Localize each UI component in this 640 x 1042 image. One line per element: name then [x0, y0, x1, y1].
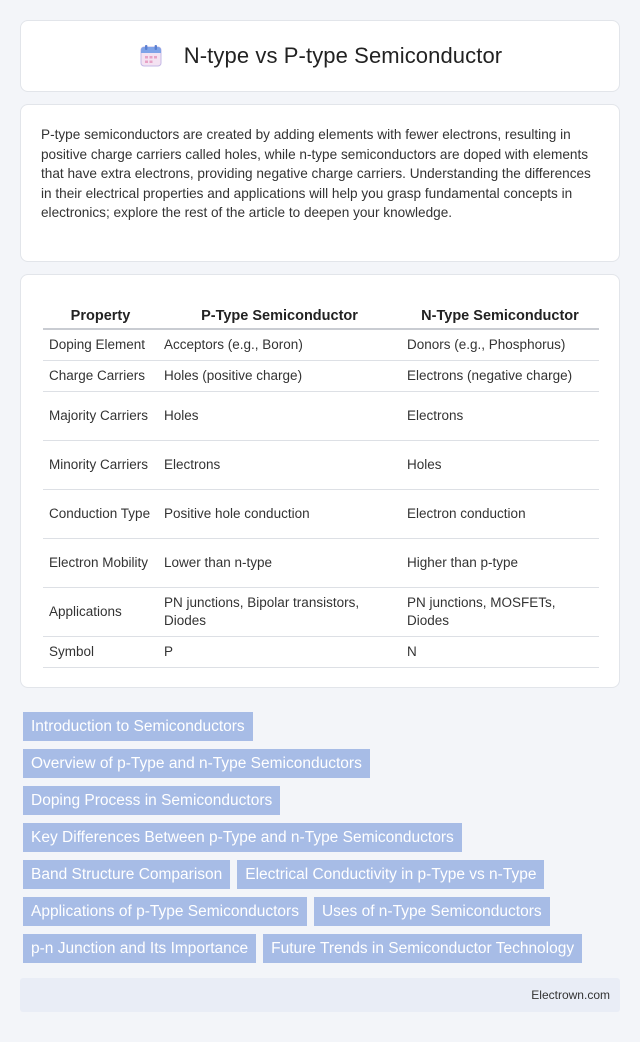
table-cell: Electrons — [158, 440, 401, 489]
tag-row — [23, 860, 623, 897]
header-property: Property — [43, 303, 158, 329]
header-n-type: N-Type Semiconductor — [401, 303, 599, 329]
table-cell: Higher than p-type — [401, 538, 599, 587]
tag-link[interactable]: Overview of p-Type and n-Type Semiconductors — [23, 749, 370, 778]
table-cell: Electrons (negative charge) — [401, 360, 599, 391]
table-cell: Doping Element — [43, 329, 158, 360]
table-row — [43, 489, 599, 538]
table-cell: Lower than n-type — [158, 538, 401, 587]
tag-link[interactable]: Key Differences Between p-Type and n-Type Semiconductors — [23, 823, 462, 852]
tag-link[interactable]: Uses of n-Type Semiconductors — [314, 897, 550, 926]
topic-tags — [23, 712, 623, 971]
table-cell: N — [401, 636, 599, 667]
table-cell: PN junctions, Bipolar transistors, Diodes — [158, 587, 401, 636]
table-cell: PN junctions, MOSFETs, Diodes — [401, 587, 599, 636]
page-title: N-type vs P-type Semiconductor — [183, 43, 503, 68]
table-cell: Positive hole conduction — [158, 489, 401, 538]
tag-link[interactable]: p-n Junction and Its Importance — [23, 934, 256, 963]
tag-link[interactable]: Doping Process in Semiconductors — [23, 786, 280, 815]
table-cell: Applications — [43, 587, 158, 636]
comparison-card — [20, 274, 620, 688]
comparison-table — [43, 303, 599, 668]
tag-row — [23, 823, 623, 860]
title-card — [20, 20, 620, 92]
tag-link[interactable]: Applications of p-Type Semiconductors — [23, 897, 307, 926]
footer-site-link[interactable]: Electrown.com — [531, 988, 610, 1002]
table-cell: Holes (positive charge) — [158, 360, 401, 391]
tag-link[interactable]: Future Trends in Semiconductor Technology — [263, 934, 582, 963]
table-cell: Holes — [401, 440, 599, 489]
table-row — [43, 360, 599, 391]
calendar-icon — [138, 43, 164, 69]
table-row — [43, 538, 599, 587]
tag-row — [23, 934, 623, 971]
tag-link[interactable]: Band Structure Comparison — [23, 860, 230, 889]
tag-row — [23, 786, 623, 823]
table-cell: Donors (e.g., Phosphorus) — [401, 329, 599, 360]
tag-link[interactable]: Introduction to Semiconductors — [23, 712, 253, 741]
table-cell: Acceptors (e.g., Boron) — [158, 329, 401, 360]
table-row — [43, 587, 599, 636]
table-cell: Conduction Type — [43, 489, 158, 538]
table-cell: Electrons — [401, 391, 599, 440]
table-cell: P — [158, 636, 401, 667]
intro-paragraph: P-type semiconductors are created by adding elements with fewer electrons, resulting in positive charge carriers called holes, while n-type semiconductors are doped with elements that have extra electrons, providing negative charge carriers. Understanding the differences in their electrical properties and applications will help you grasp fundamental concepts in electronics; explore the rest of the article to deepen your knowledge. — [41, 127, 591, 221]
tag-row — [23, 749, 623, 786]
table-cell: Majority Carriers — [43, 391, 158, 440]
table-row — [43, 329, 599, 360]
table-cell: Holes — [158, 391, 401, 440]
table-cell: Minority Carriers — [43, 440, 158, 489]
table-cell: Symbol — [43, 636, 158, 667]
table-cell: Electron conduction — [401, 489, 599, 538]
table-cell: Charge Carriers — [43, 360, 158, 391]
intro-card — [20, 104, 620, 262]
table-row — [43, 391, 599, 440]
tag-row — [23, 712, 623, 749]
footer — [20, 978, 620, 1012]
table-row — [43, 440, 599, 489]
header-p-type: P-Type Semiconductor — [158, 303, 401, 329]
table-row — [43, 636, 599, 667]
table-header-row — [43, 303, 599, 329]
tag-row — [23, 897, 623, 934]
tag-link[interactable]: Electrical Conductivity in p-Type vs n-Type — [237, 860, 544, 889]
table-cell: Electron Mobility — [43, 538, 158, 587]
